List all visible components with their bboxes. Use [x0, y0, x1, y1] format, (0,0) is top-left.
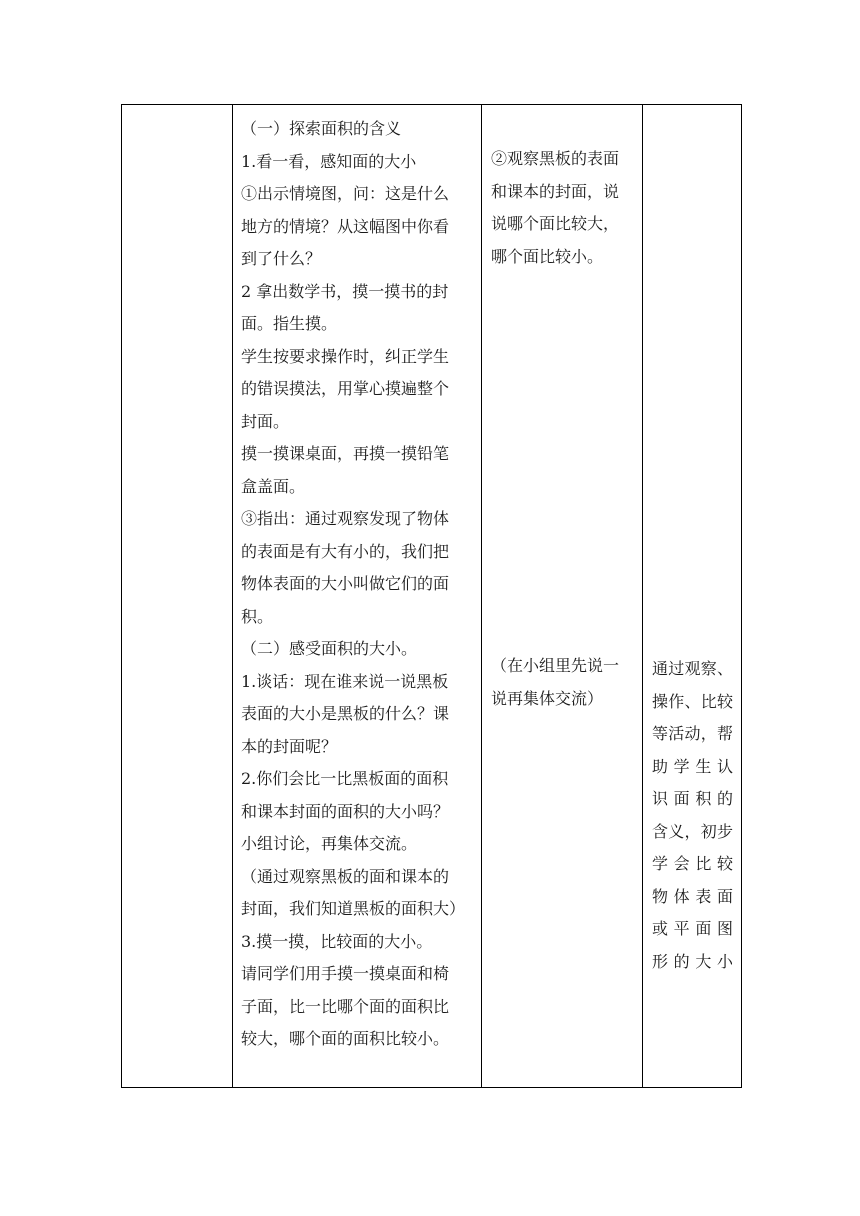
text-line: 和课本封面的面积的大小吗？	[241, 801, 450, 821]
text-line: 积。	[241, 606, 274, 626]
text-line: 盒盖面。	[241, 476, 306, 496]
text-line: ②观察黑板的表面	[491, 149, 620, 168]
text-line: 识面积的	[652, 789, 733, 808]
text-line: 物体表面	[652, 886, 733, 906]
lesson-plan-table	[121, 104, 742, 1088]
text-line: 地方的情境？从这幅图中你看	[241, 216, 450, 236]
text-line: 的错误摸法，用掌心摸遍整个	[241, 379, 450, 398]
text-line: 请同学们用手摸一摸桌面和椅	[241, 964, 450, 983]
text-line: 到了什么？	[241, 249, 322, 268]
text-line: 形的大小	[652, 951, 733, 971]
text-line: 等活动，帮	[652, 724, 733, 743]
text-line: 的表面是有大有小的，我们把	[241, 541, 450, 561]
student-activity-cell	[482, 105, 643, 1088]
text-line: （在小组里先说一	[491, 656, 620, 675]
text-line: 封面，我们知道黑板的面积大）	[241, 899, 466, 918]
text-line: ①出示情境图，问：这是什么	[241, 184, 450, 203]
teaching-process-cell	[233, 105, 482, 1088]
text-line: 说哪个面比较大，	[491, 214, 620, 233]
text-line: 哪个面比较小。	[491, 246, 604, 266]
text-line: 小组讨论，再集体交流。	[241, 834, 418, 853]
text-line: 1.看一看，感知面的大小	[241, 151, 417, 171]
text-line: 通过观察、	[652, 659, 733, 678]
text-line: 和课本的封面，说	[491, 181, 620, 201]
text-line: 物体表面的大小叫做它们的面	[241, 574, 450, 593]
text-line: 学会比较	[652, 854, 733, 873]
table-row	[122, 105, 742, 1088]
student-activity-text-1	[482, 143, 642, 273]
text-line: 操作、比较	[652, 691, 733, 711]
text-line: 子面，比一比哪个面的面积比	[241, 996, 450, 1016]
text-line: ③指出：通过观察发现了物体	[241, 509, 450, 528]
text-line: （二）感受面积的大小。	[241, 639, 418, 658]
text-line: 含义，初步	[652, 821, 733, 841]
text-line: 1.谈话：现在谁来说一说黑板	[241, 671, 449, 691]
design-intent-cell	[643, 105, 742, 1088]
blank-column-cell	[122, 105, 233, 1088]
text-line: 3.摸一摸，比较面的大小。	[241, 931, 433, 951]
text-line: 面。指生摸。	[241, 314, 338, 333]
teaching-process-text	[233, 105, 481, 1056]
text-line: 说再集体交流）	[491, 688, 604, 708]
text-line: （一）探索面积的含义	[241, 119, 402, 138]
text-line: 表面的大小是黑板的什么？课	[241, 704, 450, 723]
text-line: 摸一摸课桌面，再摸一摸铅笔	[241, 444, 450, 463]
text-line: 封面。	[241, 411, 290, 431]
text-line: 或平面图	[652, 919, 733, 938]
design-intent-text	[643, 653, 741, 978]
text-line: 2 拿出数学书，摸一摸书的封	[241, 281, 449, 301]
text-line: 较大，哪个面的面积比较小。	[241, 1029, 450, 1048]
text-line: 学生按要求操作时，纠正学生	[241, 346, 450, 366]
text-line: 本的封面呢？	[241, 736, 338, 756]
text-line: 2.你们会比一比黑板面的面积	[241, 769, 449, 788]
text-line: 助学生认	[652, 756, 733, 776]
text-line: （通过观察黑板的面和课本的	[241, 866, 450, 886]
student-activity-text-2	[482, 650, 642, 715]
